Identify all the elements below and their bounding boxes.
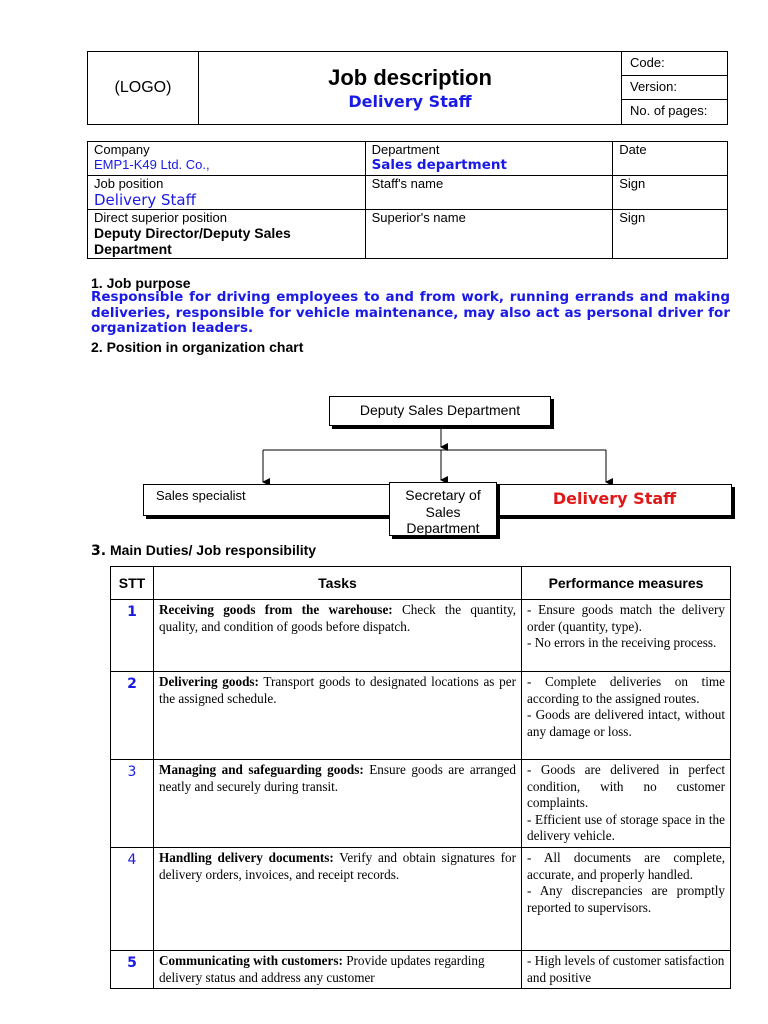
document-subtitle: Delivery Staff xyxy=(348,92,472,111)
performance-measure: - High levels of customer satisfaction and positive xyxy=(527,953,725,985)
performance-measure: - Goods are delivered intact, without any damage or loss. xyxy=(527,707,725,739)
row-task xyxy=(154,848,522,951)
row-task xyxy=(154,760,522,848)
document-title: Job description xyxy=(328,65,492,90)
table-row xyxy=(111,672,731,760)
section-heading-duties xyxy=(91,542,316,559)
task-title: Delivering goods: xyxy=(159,674,259,689)
section-heading-purpose: 1. Job purpose xyxy=(91,275,191,291)
pages-field: No. of pages: xyxy=(630,103,708,118)
staff-name-label: Staff's name xyxy=(371,176,444,191)
col-header-performance: Performance measures xyxy=(522,567,731,600)
task-description: Check the quantity, quality, and condition of goods before dispatch. xyxy=(159,602,516,634)
row-stt: 5 xyxy=(111,951,154,989)
task-description: Ensure goods are arranged neatly and securely during transit. xyxy=(159,762,516,794)
sign-label: Sign xyxy=(619,176,646,191)
performance-measure: - Goods are delivered in perfect condition, with no customer complaints. xyxy=(527,762,725,811)
task-title: Handling delivery documents: xyxy=(159,850,334,865)
row-performance xyxy=(522,672,731,760)
section-title: Main Duties/ Job responsibility xyxy=(106,542,317,558)
superior-position-value: Deputy Director/Deputy Sales Department xyxy=(94,225,291,257)
row-performance xyxy=(522,951,731,989)
row-performance xyxy=(522,848,731,951)
logo-placeholder: (LOGO) xyxy=(88,52,199,124)
performance-measure: - Any discrepancies are promptly reported to supervisors. xyxy=(527,883,725,915)
date-label: Date xyxy=(619,142,647,157)
org-node-delivery-staff: Delivery Staff xyxy=(497,484,732,516)
position-label: Job position xyxy=(94,176,164,191)
performance-measure: - All documents are complete, accurate, and properly handled. xyxy=(527,850,725,882)
table-row xyxy=(111,760,731,848)
task-title: Managing and safeguarding goods: xyxy=(159,762,364,777)
task-description: Verify and obtain signatures for delivery orders, invoices, and receipt records. xyxy=(159,850,516,882)
superior-name-label: Superior's name xyxy=(371,210,466,225)
position-value: Delivery Staff xyxy=(94,191,196,209)
col-header-tasks: Tasks xyxy=(154,567,522,600)
row-stt: 1 xyxy=(111,600,154,672)
performance-measure: - Ensure goods match the delivery order (quantity, type). xyxy=(527,602,725,634)
row-task xyxy=(154,951,522,989)
row-stt: 4 xyxy=(111,848,154,951)
table-row xyxy=(111,951,731,989)
table-row xyxy=(111,600,731,672)
company-value: EMP1-K49 Ltd. Co., xyxy=(94,157,210,172)
performance-measure: - Efficient use of storage space in the delivery vehicle. xyxy=(527,811,725,844)
row-task xyxy=(154,600,522,672)
org-node-sales-specialist: Sales specialist xyxy=(143,484,391,516)
org-node-deputy-sales: Deputy Sales Department xyxy=(329,396,551,426)
row-performance xyxy=(522,600,731,672)
row-stt: 2 xyxy=(111,672,154,760)
performance-measure: - Complete deliveries on time according to the assigned routes. xyxy=(527,674,725,706)
department-value: Sales department xyxy=(371,157,507,173)
duties-table xyxy=(110,566,731,989)
purpose-text: Responsible for driving employees to and from work, running errands and making deliveries, responsible for vehicle maintenance, may also act as personal driver for organization leaders. xyxy=(91,289,730,336)
section-number: 3. xyxy=(91,543,107,559)
sign-label: Sign xyxy=(619,210,646,225)
col-header-stt: STT xyxy=(111,567,154,600)
section-heading-org: 2. Position in organization chart xyxy=(91,339,304,355)
org-node-secretary: Secretary of Sales Department xyxy=(389,482,497,536)
row-task xyxy=(154,672,522,760)
table-row xyxy=(111,848,731,951)
task-description: Provide updates regarding delivery status and address any customer xyxy=(159,953,485,985)
version-field: Version: xyxy=(622,76,727,100)
department-label: Department xyxy=(371,142,440,157)
table-header-row xyxy=(111,567,731,600)
company-label: Company xyxy=(94,142,150,157)
row-stt: 3 xyxy=(111,760,154,848)
row-performance xyxy=(522,760,731,848)
performance-measure: - No errors in the receiving process. xyxy=(527,635,717,651)
task-description: Transport goods to designated locations as per the assigned schedule. xyxy=(159,674,516,706)
task-title: Receiving goods from the warehouse: xyxy=(159,602,393,617)
task-title: Communicating with customers: xyxy=(159,953,343,968)
superior-position-label: Direct superior position xyxy=(94,210,227,225)
code-field: Code: xyxy=(622,52,727,76)
